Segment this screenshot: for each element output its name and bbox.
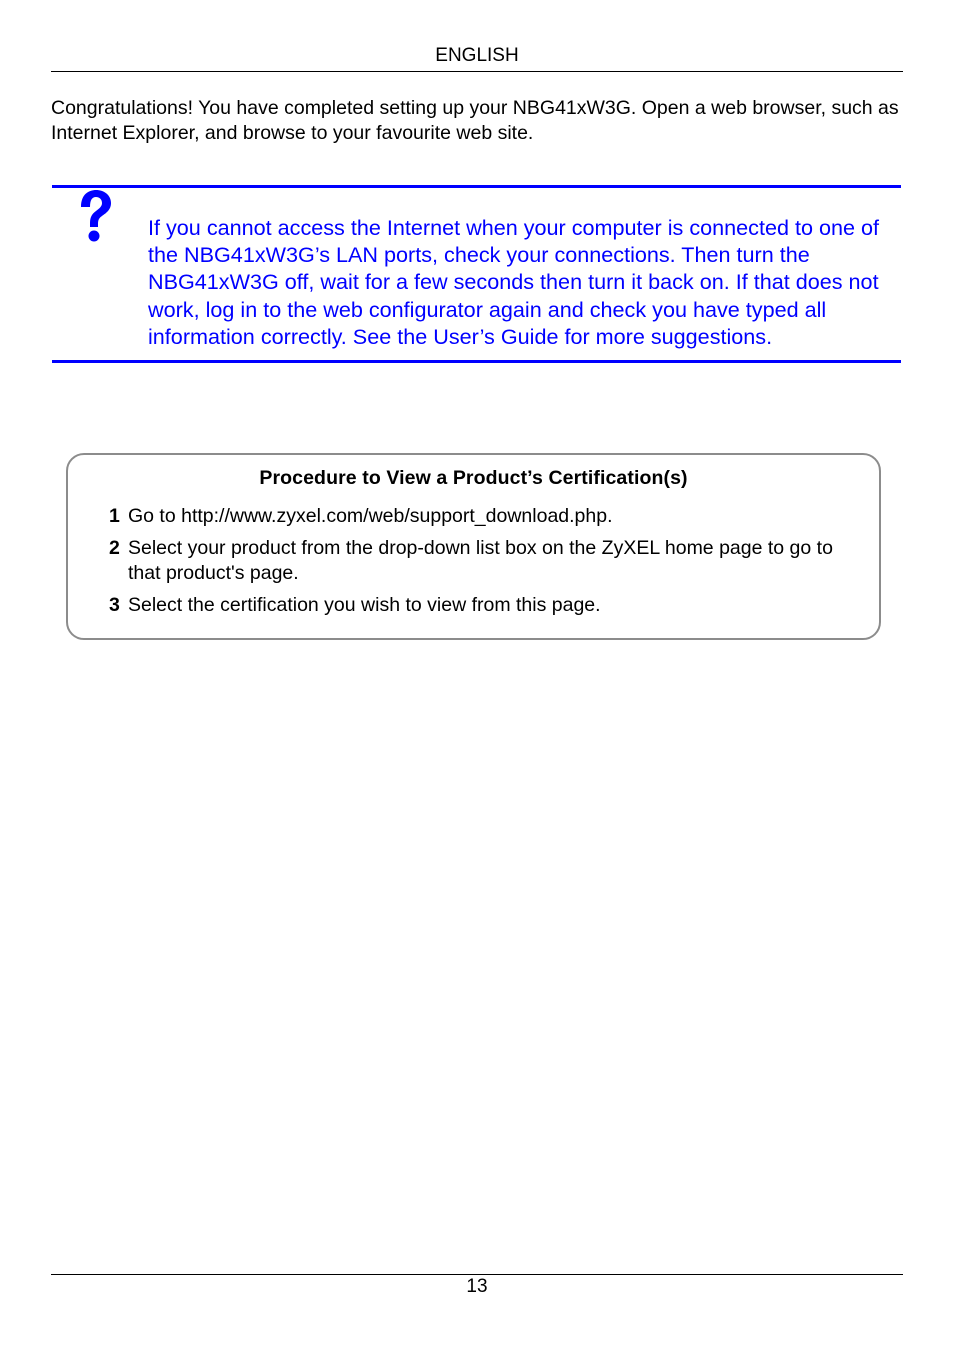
- procedure-step: [109, 593, 869, 618]
- step-text: Select your product from the drop-down list box on the ZyXEL home page to go to that product's page.: [128, 537, 833, 584]
- note-bottom-divider: [52, 360, 901, 363]
- note-text: If you cannot access the Internet when your computer is connected to one of the NBG41xW3G’s LAN ports, check your connections. Then turn the NBG41xW3G off, wait for a few seconds then turn it back on. If that does not work, log in to the web configurator again and check you have typed all information correctly. See the User’s Guide for more suggestions.: [148, 215, 880, 349]
- note-top-divider: [52, 185, 901, 188]
- procedure-title: Procedure to View a Product’s Certification(s): [259, 467, 688, 489]
- question-mark-icon: [76, 188, 116, 248]
- step-number: 1: [109, 505, 120, 527]
- procedure-step: [109, 504, 869, 529]
- intro-paragraph: Congratulations! You have completed setting up your NBG41xW3G. Open a web browser, such as Internet Explorer, and browse to your favourite web site.: [51, 97, 899, 144]
- step-number: 2: [109, 537, 120, 559]
- procedure-box: [66, 453, 881, 640]
- footer-divider: [51, 1274, 903, 1275]
- header-divider: [51, 71, 903, 72]
- step-text: Select the certification you wish to view from this page.: [128, 594, 601, 616]
- step-text: Go to http://www.zyxel.com/web/support_download.php.: [128, 505, 613, 527]
- language-header: ENGLISH: [435, 45, 519, 66]
- procedure-step: [109, 536, 869, 586]
- page-number: 13: [466, 1276, 488, 1297]
- step-number: 3: [109, 594, 120, 616]
